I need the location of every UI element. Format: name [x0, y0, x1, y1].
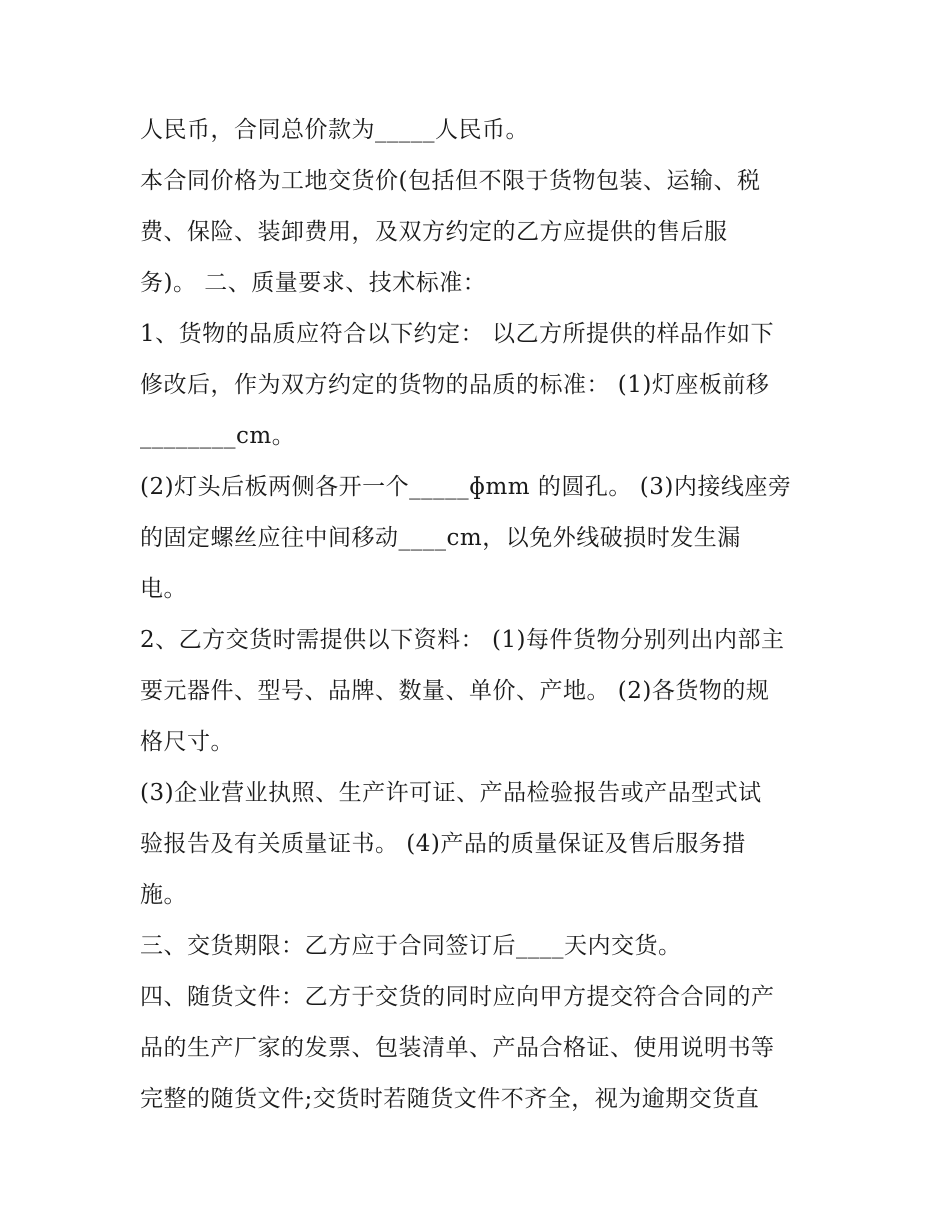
text-line: ________cm。 [140, 423, 296, 449]
text-line: 的固定螺丝应往中间移动____cm，以免外线破损时发生漏 [140, 525, 741, 551]
text-line: 务)。 二、质量要求、技术标准： [140, 270, 487, 296]
text-line: (2)灯头后板两侧各开一个_____ɸmm 的圆孔。 (3)内接线座旁 [140, 474, 792, 500]
text-line: 品的生产厂家的发票、包装清单、产品合格证、使用说明书等 [140, 1035, 775, 1061]
text-line: 电。 [140, 576, 187, 602]
text-line: 完整的随货文件;交货时若随货文件不齐全，视为逾期交货直 [140, 1086, 760, 1112]
text-line: 三、交货期限：乙方应于合同签订后____天内交货。 [140, 933, 682, 959]
text-line: 人民币，合同总价款为_____人民币。 [140, 117, 529, 143]
text-line: 要元器件、型号、品牌、数量、单价、产地。 (2)各货物的规 [140, 678, 770, 704]
text-line: 1、货物的品质应符合以下约定： 以乙方所提供的样品作如下 [140, 321, 774, 347]
text-line: 验报告及有关质量证书。 (4)产品的质量保证及售后服务措 [140, 831, 746, 857]
text-line: 2、乙方交货时需提供以下资料： (1)每件货物分别列出内部主 [140, 627, 785, 653]
text-line: 本合同价格为工地交货价(包括但不限于货物包装、运输、税 [140, 168, 761, 194]
document-body [140, 109, 820, 1129]
text-line: 修改后，作为双方约定的货物的品质的标准： (1)灯座板前移 [140, 372, 770, 398]
text-line: 费、保险、装卸费用，及双方约定的乙方应提供的售后服 [140, 219, 728, 245]
text-line: 格尺寸。 [140, 729, 234, 755]
text-line: 四、随货文件：乙方于交货的同时应向甲方提交符合合同的产 [140, 984, 775, 1010]
text-line: 施。 [140, 882, 187, 908]
text-line: (3)企业营业执照、生产许可证、产品检验报告或产品型式试 [140, 780, 762, 806]
